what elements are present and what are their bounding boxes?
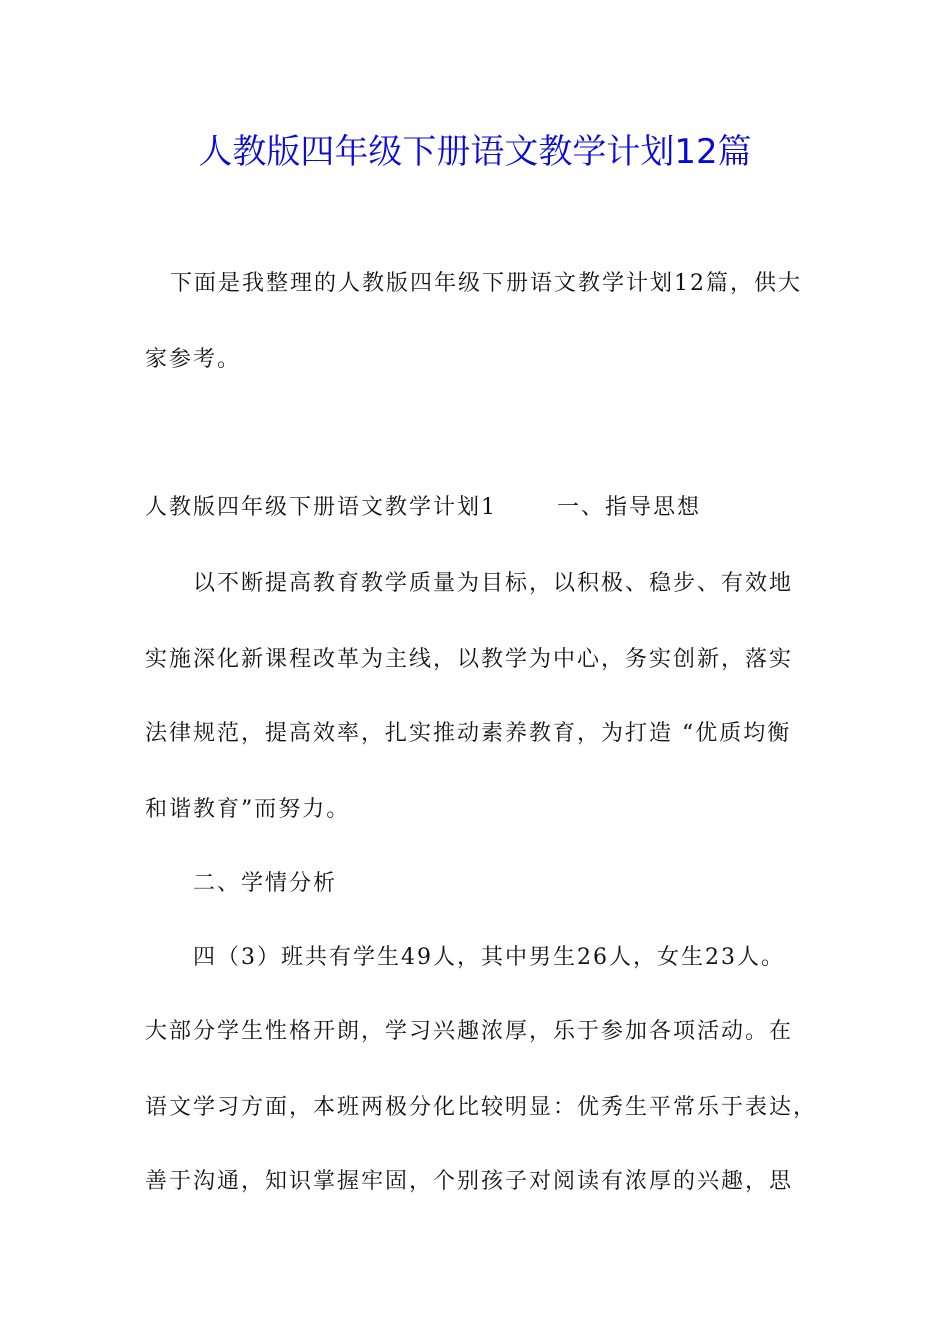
intro-line-1: 下面是我整理的人教版四年级下册语文教学计划12篇，供大	[170, 271, 802, 296]
paragraph-line: 实施深化新课程改革为主线，以教学为中心，务实创新，落实	[145, 647, 794, 672]
section-heading: 人教版四年级下册语文教学计划1	[145, 495, 497, 520]
subheading-class-analysis: 二、学情分析	[193, 871, 338, 896]
paragraph-line: 四（3）班共有学生49人，其中男生26人，女生23人。	[193, 945, 785, 970]
document-title: 人教版四年级下册语文教学计划12篇	[198, 132, 752, 172]
section-heading-row	[145, 492, 701, 524]
subheading-guiding-ideology: 一、指导思想	[557, 495, 702, 520]
paragraph-line: 和谐教育”而努力。	[145, 797, 351, 822]
paragraph-line: 法律规范，提高效率，扎实推动素养教育，为打造 “优质均衡	[145, 721, 792, 746]
paragraph-line: 语文学习方面，本班两极分化比较明显：优秀生平常乐于表达，	[145, 1095, 818, 1120]
paragraph-line: 大部分学生性格开朗，学习兴趣浓厚，乐于参加各项活动。在	[145, 1019, 794, 1044]
paragraph-line: 以不断提高教育教学质量为目标，以积极、稳步、有效地	[193, 571, 794, 596]
paragraph-line: 善于沟通，知识掌握牢固，个别孩子对阅读有浓厚的兴趣，思	[145, 1169, 794, 1194]
intro-line-2: 家参考。	[145, 347, 242, 372]
